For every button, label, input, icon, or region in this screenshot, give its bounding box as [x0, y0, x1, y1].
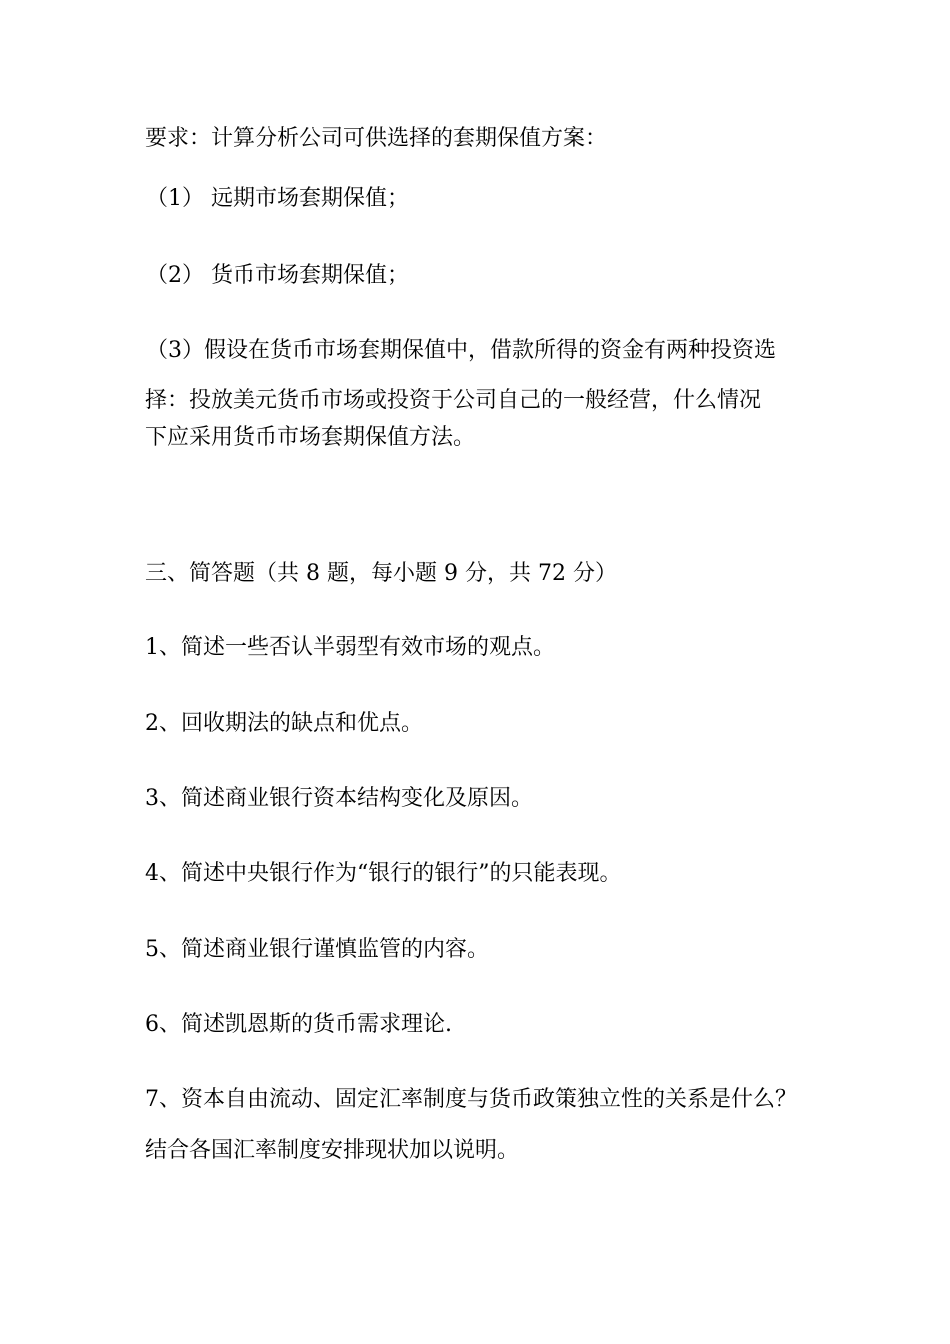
requirement-text: 要求：计算分析公司可供选择的套期保值方案： — [145, 126, 608, 151]
question-7-line-1: 7、资本自由流动、固定汇率制度与货币政策独立性的关系是什么？ — [145, 1087, 797, 1112]
question-1: 1、简述一些否认半弱型有效市场的观点。 — [145, 635, 555, 660]
question-7-line-2: 结合各国汇率制度安排现状加以说明。 — [145, 1138, 520, 1163]
option-1-text: （1） 远期市场套期保值； — [146, 186, 409, 211]
option-3-line-1: （3）假设在货币市场套期保值中，借款所得的资金有两种投资选 — [146, 338, 776, 363]
question-2: 2、回收期法的缺点和优点。 — [145, 711, 423, 736]
question-4: 4、简述中央银行作为“银行的银行”的只能表现。 — [145, 861, 622, 886]
question-6: 6、简述凯恩斯的货币需求理论. — [145, 1012, 452, 1037]
question-5: 5、简述商业银行谨慎监管的内容。 — [145, 937, 489, 962]
option-2-text: （2） 货币市场套期保值； — [146, 263, 409, 288]
option-3-line-3: 下应采用货币市场套期保值方法。 — [145, 425, 476, 450]
section-heading: 三、简答题（共 8 题，每小题 9 分，共 72 分） — [145, 561, 617, 586]
option-3-line-2: 择：投放美元货币市场或投资于公司自己的一般经营，什么情况 — [145, 388, 762, 413]
question-3: 3、简述商业银行资本结构变化及原因。 — [145, 786, 533, 811]
